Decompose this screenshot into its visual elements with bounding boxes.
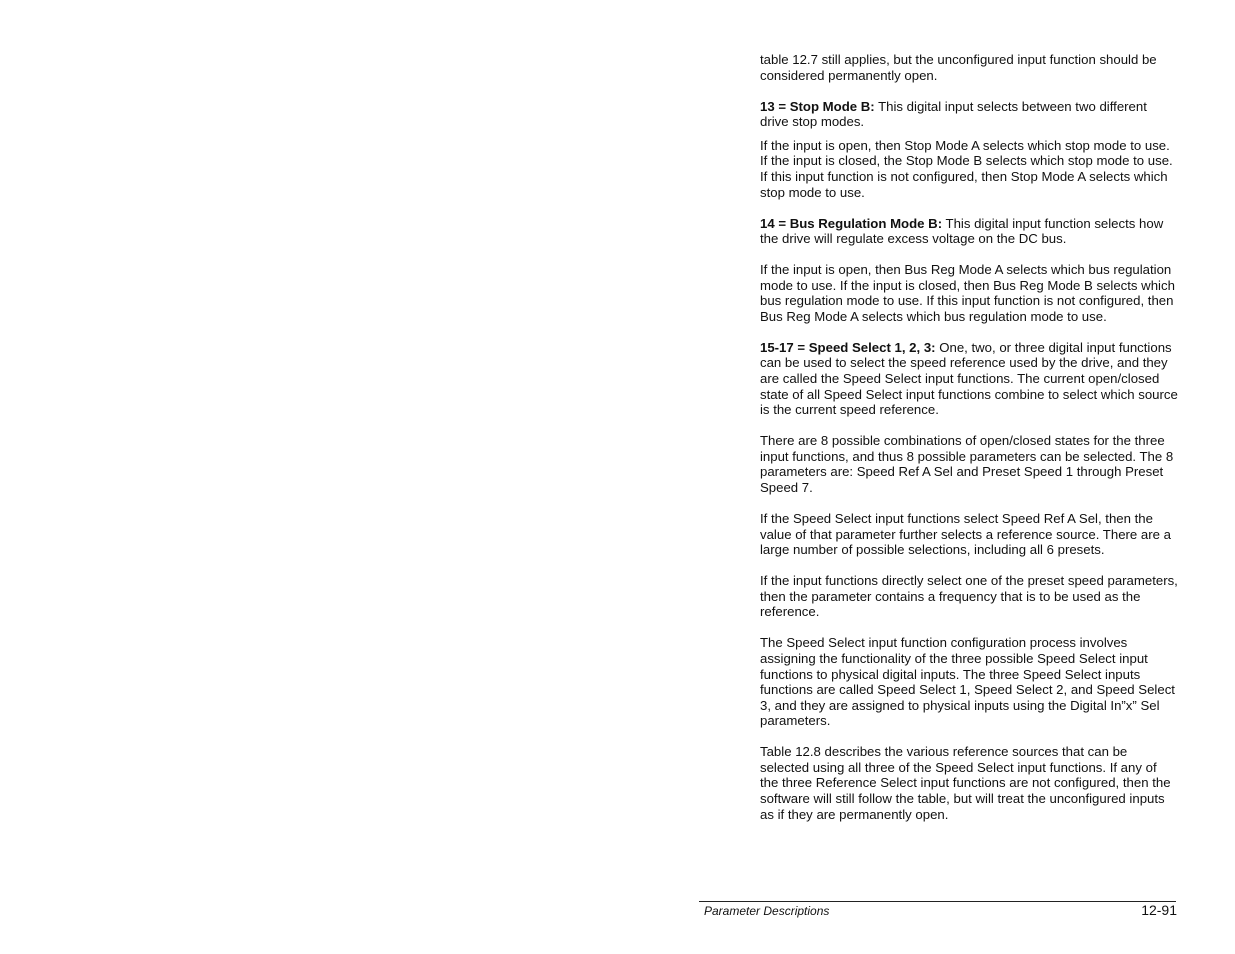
paragraph-bus-reg-detail: If the input is open, then Bus Reg Mode A selects which bus regulation mode to use. If the input is closed, then Bus Reg Mode B selects which bus regulation mode to use. If this input function is not configured, then Bus Reg Mode A selects which bus regulation mode to use. (760, 262, 1175, 324)
paragraph-configuration-process: The Speed Select input function configuration process involves assigning the functionality of the three possible Speed Select input functions to physical digital inputs. The three Speed Select inputs functions are called Speed Select 1, Speed Select 2, and Speed Select 3, and they are assigned to physical inputs using the Digital In”x” Sel parameters. (760, 635, 1175, 729)
paragraph-preset-speed: If the input functions directly select one of the preset speed parameters, then the parameter contains a frequency that is to be used as the reference. (760, 573, 1178, 620)
term-speed-select: 15-17 = Speed Select 1, 2, 3: (760, 339, 936, 355)
term-bus-regulation-mode-b: 14 = Bus Regulation Mode B: (760, 215, 943, 231)
paragraph-intro: table 12.7 still applies, but the unconfigured input function should be considered permanently open. (760, 52, 1157, 83)
footer-section-title: Parameter Descriptions (704, 904, 830, 918)
paragraph-stop-mode-b: 13 = Stop Mode B: This digital input selects between two different drive stop modes. (760, 98, 1147, 130)
body-text-column (760, 52, 1178, 838)
paragraph-table-12-8: Table 12.8 describes the various reference sources that can be selected using all three of the Speed Select input functions. If any of the three Reference Select input functions are not configured, then the software will still follow the table, but will treat the unconfigured inputs as if they are permanently open. (760, 744, 1171, 822)
paragraph-bus-regulation-mode-b: 14 = Bus Regulation Mode B: This digital input function selects how the drive will regulate excess voltage on the DC bus. (760, 215, 1164, 247)
page-number: 12-91 (1141, 902, 1177, 918)
paragraph-combinations: There are 8 possible combinations of open/closed states for the three input functions, and thus 8 possible parameters can be selected. The 8 parameters are: Speed Ref A Sel and Preset Speed 1 through Preset Speed 7. (760, 433, 1174, 496)
term-stop-mode-b: 13 = Stop Mode B: (760, 98, 875, 114)
paragraph-stop-mode-detail: If the input is open, then Stop Mode A selects which stop mode to use. If the input is closed, the Stop Mode B selects which stop mode to use. If this input function is not configured, then Stop Mode A selects which stop mode to use. (760, 137, 1173, 200)
footer-divider (699, 901, 1176, 902)
paragraph-speed-select: 15-17 = Speed Select 1, 2, 3: One, two, or three digital input functions can be used to select the speed reference used by the drive, and they are called the Speed Select input functions. The current open/closed state of all Speed Select input functions combine to select which source is the current speed reference. (760, 339, 1178, 418)
paragraph-speed-ref-a-sel: If the Speed Select input functions select Speed Ref A Sel, then the value of that parameter further selects a reference source. There are a large number of possible selections, including all 6 presets. (760, 511, 1171, 558)
